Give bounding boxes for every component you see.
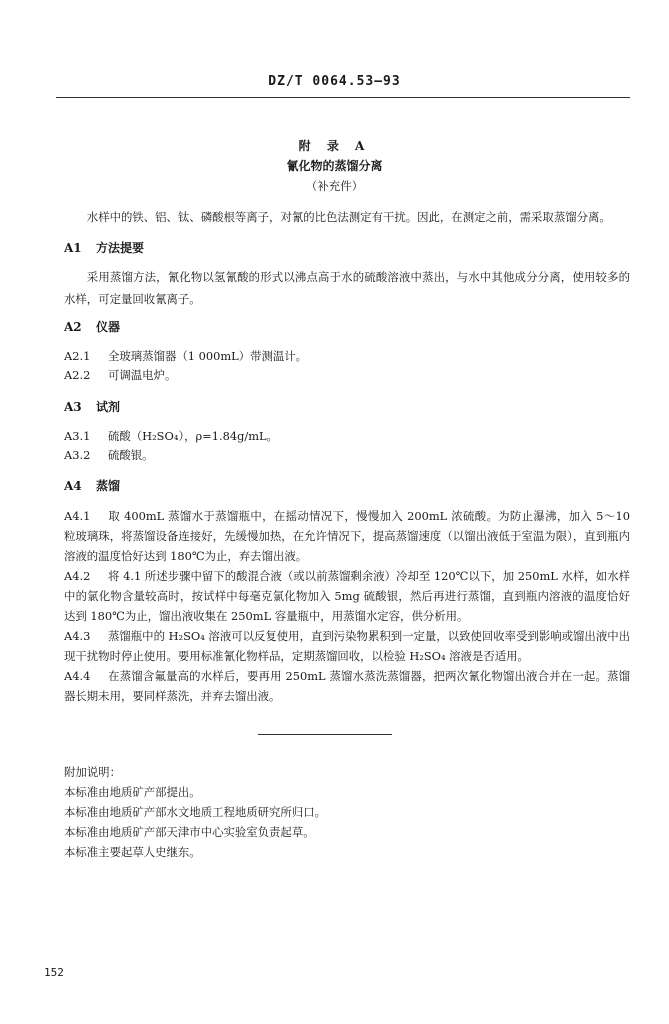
section-number: A1	[64, 241, 82, 255]
section-a2-heading	[64, 317, 120, 337]
intro-paragraph: 水样中的铁、铝、钛、磷酸根等离子，对氰的比色法测定有干扰。因此，在测定之前，需采取蒸馏分离。	[86, 210, 611, 224]
item-number: A4.3	[64, 629, 91, 643]
section-number: A4	[64, 479, 82, 493]
appendix-title: 附 录 A	[298, 139, 371, 153]
item-number: A4.4	[64, 669, 91, 683]
item-number: A3.2	[64, 448, 91, 462]
section-title: 仪器	[96, 320, 121, 334]
section-number: A3	[64, 400, 82, 414]
list-item	[64, 506, 630, 566]
section-title: 试剂	[96, 400, 121, 414]
notes-line: 本标准由地质矿产部天津市中心实验室负责起草。	[64, 825, 315, 839]
item-number: A3.1	[64, 429, 91, 443]
section-title: 蒸馏	[96, 479, 121, 493]
item-text: 全玻璃蒸馏器（1 000mL）带测温计。	[108, 349, 308, 363]
list-item	[64, 666, 630, 706]
list-item	[64, 566, 630, 626]
list-item	[64, 446, 630, 464]
section-a1-heading	[64, 238, 144, 258]
end-divider	[258, 734, 392, 735]
section-number: A2	[64, 320, 82, 334]
appendix-note: （补充件）	[305, 179, 364, 193]
notes-heading: 附加说明：	[64, 765, 121, 779]
item-text: 在蒸馏含氟量高的水样后，要再用 250mL 蒸馏水蒸洗蒸馏器，把两次氰化物馏出液合并在一起。蒸馏器长期未用，要同样蒸洗，并弃去馏出液。	[64, 669, 630, 703]
section-a3-heading	[64, 397, 120, 417]
list-item	[64, 427, 630, 445]
appendix-subtitle: 氰化物的蒸馏分离	[286, 159, 383, 173]
section-a4-heading	[64, 476, 120, 496]
item-text: 硫酸（H₂SO₄），ρ=1.84g/mL。	[108, 429, 278, 443]
notes-line: 本标准由地质矿产部提出。	[64, 785, 201, 799]
header-rule	[56, 97, 630, 98]
item-text: 可调温电炉。	[108, 368, 177, 382]
page-number: 152	[44, 966, 64, 979]
standard-code: DZ/T 0064.53—93	[268, 74, 401, 89]
item-number: A2.1	[64, 349, 91, 363]
notes-line: 本标准主要起草人史继东。	[64, 845, 201, 859]
notes-line: 本标准由地质矿产部水文地质工程地质研究所归口。	[64, 805, 326, 819]
section-title: 方法提要	[96, 241, 145, 255]
list-item	[64, 366, 630, 384]
item-text: 取 400mL 蒸馏水于蒸馏瓶中，在摇动情况下，慢慢加入 200mL 浓硫酸。为防止瀑沸，加入 5～10 粒玻璃珠，将蒸馏设备连接好，先缓慢加热，在允许情况下，提高蒸馏速度（以馏出液低于室温为限），直到瓶内溶液的温度恰好达到 180℃为止，弃去馏出液。	[64, 509, 630, 563]
item-text: 将 4.1 所述步骤中留下的酸混合液（或以前蒸馏剩余液）冷却至 120℃以下，加 250mL 水样，如水样中的氯化物含量较高时，按试样中每毫克氯化物加入 5mg 硫酸银，然后再进行蒸馏，直到瓶内溶液的温度恰好达到 180℃为止，馏出液收集在 250mL 容量瓶中，用蒸馏水定容，供分析用。	[64, 569, 630, 623]
item-number: A4.2	[64, 569, 91, 583]
section-a1-text: 采用蒸馏方法，氰化物以氢氰酸的形式以沸点高于水的硫酸溶液中蒸出，与水中其他成分分离，使用较多的水样，可定量回收氰离子。	[64, 270, 630, 306]
item-number: A2.2	[64, 368, 91, 382]
list-item	[64, 347, 630, 365]
item-text: 硫酸银。	[108, 448, 154, 462]
item-number: A4.1	[64, 509, 91, 523]
item-text: 蒸馏瓶中的 H₂SO₄ 溶液可以反复使用，直到污染物累积到一定量，以致使回收率受到影响或馏出液中出现干扰物时停止使用。要用标准氰化物样品，定期蒸馏回收，以检验 H₂SO₄ 溶液是否适用。	[64, 629, 630, 663]
list-item	[64, 626, 630, 666]
